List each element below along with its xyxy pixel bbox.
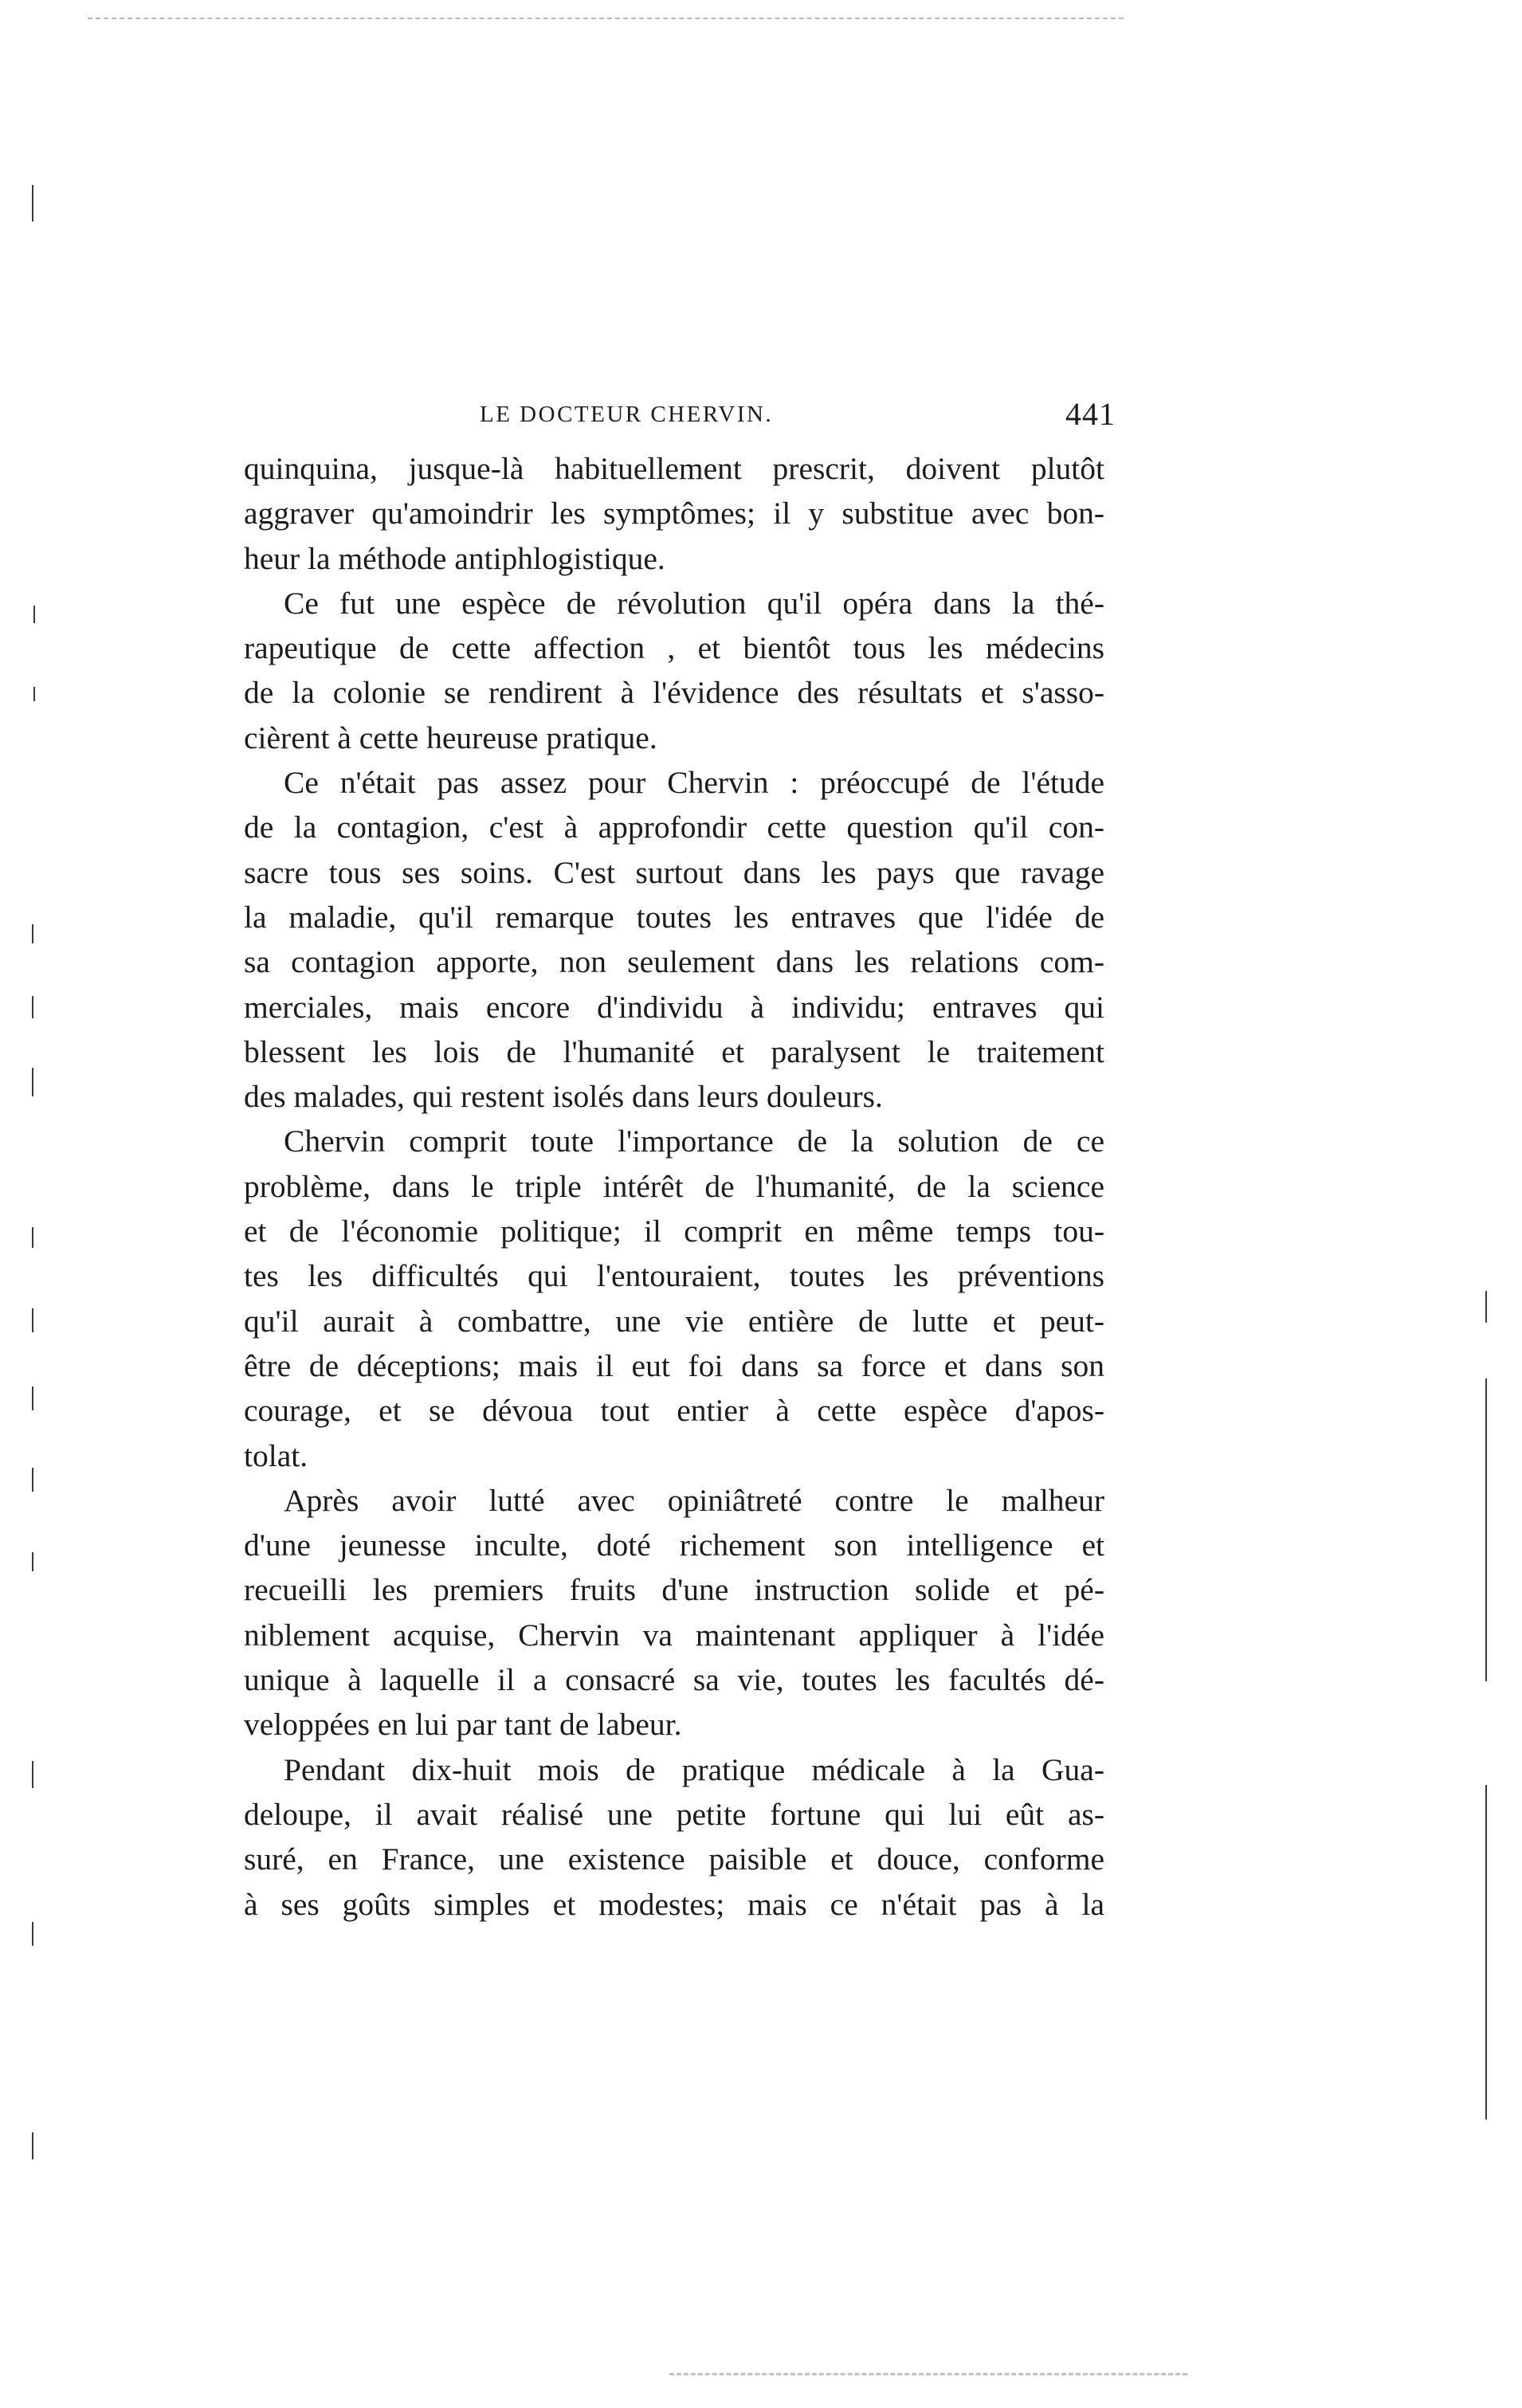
paragraph xyxy=(244,1747,1104,1927)
page-number: 441 xyxy=(1065,396,1116,432)
margin-mark xyxy=(33,687,35,701)
text-line: courage, et se dévoua tout entier à cette espèce d'apos- xyxy=(244,1393,1104,1429)
text-line: merciales, mais encore d'individu à individu; entraves qui xyxy=(244,989,1104,1025)
margin-mark xyxy=(32,185,33,222)
paragraph xyxy=(244,760,1104,1119)
text-line: aggraver qu'amoindrir les symptômes; il y substitue avec bon- xyxy=(244,496,1104,531)
text-line: d'une jeunesse inculte, doté richement son intelligence et xyxy=(244,1528,1104,1563)
text-line: problème, dans le triple intérêt de l'humanité, de la science xyxy=(244,1168,1104,1204)
margin-mark xyxy=(32,1308,33,1332)
text-line: de la contagion, c'est à approfondir cette question qu'il con- xyxy=(244,810,1104,845)
text-line: la maladie, qu'il remarque toutes les entraves que l'idée de xyxy=(244,899,1104,935)
text-line: Ce n'était pas assez pour Chervin : préoccupé de l'étude xyxy=(284,765,1104,801)
paragraph xyxy=(244,1119,1104,1477)
text-line: heur la méthode antiphlogistique. xyxy=(244,540,665,576)
paragraph xyxy=(244,446,1104,581)
text-line: recueilli les premiers fruits d'une instruction solide et pé- xyxy=(244,1572,1104,1608)
margin-mark xyxy=(33,606,35,623)
text-line: Pendant dix-huit mois de pratique médicale à la Gua- xyxy=(284,1751,1104,1787)
text-line: blessent les lois de l'humanité et paralysent le traitement xyxy=(244,1033,1104,1069)
text-line: à ses goûts simples et modestes; mais ce n'était pas à la xyxy=(244,1886,1104,1922)
margin-mark xyxy=(32,1068,33,1096)
text-line: tolat. xyxy=(244,1437,308,1473)
text-line: deloupe, il avait réalisé une petite fortune qui lui eût as- xyxy=(244,1796,1104,1832)
margin-mark xyxy=(1485,1379,1487,1681)
body-text xyxy=(244,446,1104,1927)
margin-mark xyxy=(32,1922,33,1946)
text-line: être de déceptions; mais il eut foi dans sa force et dans son xyxy=(244,1347,1104,1383)
margin-mark xyxy=(32,1386,33,1410)
text-line: de la colonie se rendirent à l'évidence des résultats et s'asso- xyxy=(244,675,1104,711)
text-line: des malades, qui restent isolés dans leurs douleurs. xyxy=(244,1079,883,1115)
text-line: cièrent à cette heureuse pratique. xyxy=(244,720,657,755)
paragraph xyxy=(244,581,1104,760)
margin-mark xyxy=(32,2132,33,2159)
scan-edge-top xyxy=(88,18,1124,19)
margin-mark xyxy=(32,996,33,1018)
margin-mark xyxy=(1485,1785,1487,2120)
text-line: sa contagion apporte, non seulement dans les relations com- xyxy=(244,944,1104,980)
text-line: unique à laquelle il a consacré sa vie, toutes les facultés dé- xyxy=(244,1662,1104,1698)
text-line: rapeutique de cette affection , et bientôt tous les médecins xyxy=(244,630,1104,666)
text-line: veloppées en lui par tant de labeur. xyxy=(244,1707,682,1743)
text-line: Ce fut une espèce de révolution qu'il opéra dans la thé- xyxy=(284,585,1104,621)
text-line: niblement acquise, Chervin va maintenant appliquer à l'idée xyxy=(244,1617,1104,1653)
text-line: et de l'économie politique; il comprit en même temps tou- xyxy=(244,1214,1104,1249)
text-line: Après avoir lutté avec opiniâtreté contre le malheur xyxy=(284,1482,1104,1518)
text-line: suré, en France, une existence paisible et douce, conforme xyxy=(244,1841,1104,1877)
margin-mark xyxy=(32,1761,33,1788)
text-line: quinquina, jusque-là habituellement prescrit, doivent plutôt xyxy=(244,451,1104,486)
text-line: sacre tous ses soins. C'est surtout dans les pays que ravage xyxy=(244,854,1104,890)
running-title: LE DOCTEUR CHERVIN. xyxy=(480,402,774,427)
margin-mark xyxy=(32,1468,33,1492)
margin-mark xyxy=(32,1552,33,1571)
margin-mark xyxy=(32,1227,33,1248)
scan-edge-bottom xyxy=(669,2373,1187,2375)
margin-mark xyxy=(1485,1291,1487,1323)
running-head xyxy=(239,395,1116,443)
text-line: qu'il aurait à combattre, une vie entière de lutte et peut- xyxy=(244,1303,1104,1339)
text-line: tes les difficultés qui l'entouraient, toutes les préventions xyxy=(244,1258,1104,1294)
margin-mark xyxy=(32,924,33,943)
paragraph xyxy=(244,1478,1104,1747)
text-line: Chervin comprit toute l'importance de la solution de ce xyxy=(284,1124,1104,1159)
